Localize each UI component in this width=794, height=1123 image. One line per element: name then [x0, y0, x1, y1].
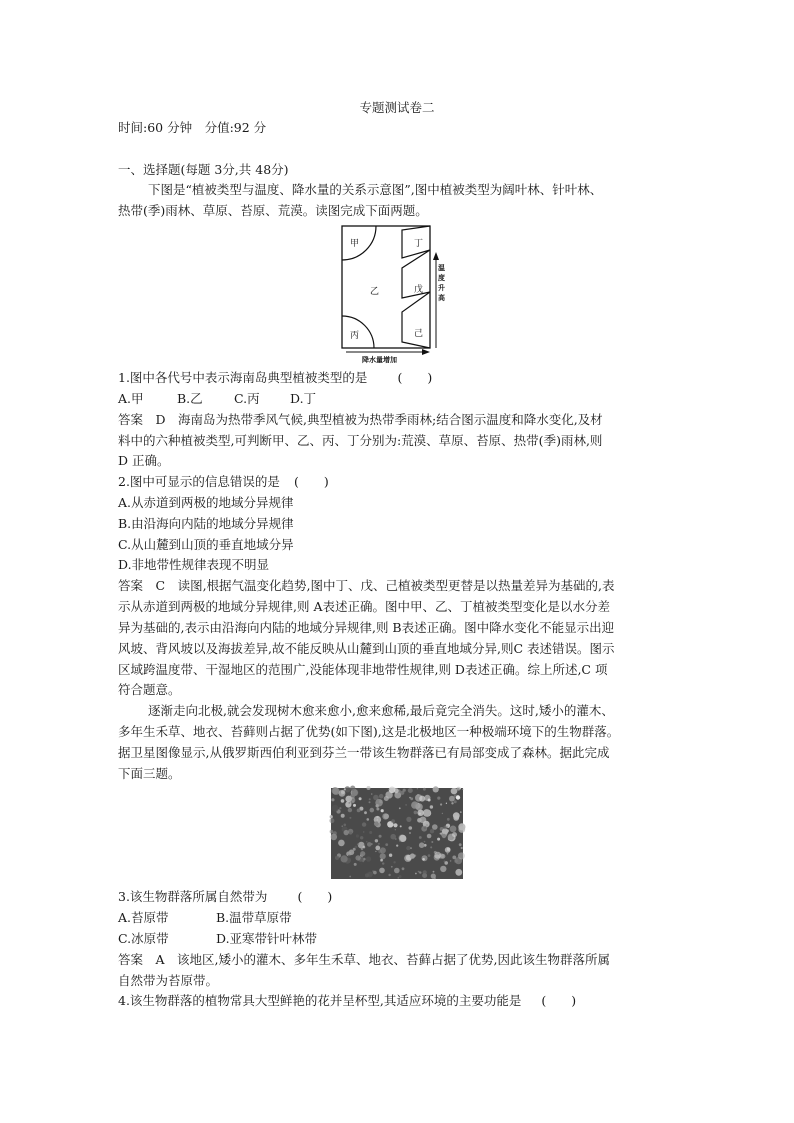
options-row	[118, 929, 317, 949]
question-stem: 4.该生物群落的植物常具大型鲜艳的花并呈杯型,其适应环境的主要功能是	[118, 993, 522, 1008]
texture-speck	[443, 826, 447, 830]
tundra-photo	[331, 788, 463, 879]
texture-speck	[330, 830, 334, 834]
texture-speck	[398, 877, 399, 878]
texture-speck	[459, 843, 462, 846]
temp-label-char: 高	[438, 293, 445, 302]
texture-speck	[430, 846, 432, 848]
texture-speck	[385, 843, 388, 846]
exam-meta: 时间:60 分钟 分值:92 分	[118, 120, 267, 135]
texture-speck	[380, 859, 383, 862]
label-yi: 乙	[370, 287, 380, 297]
texture-speck	[423, 870, 427, 874]
question-3	[118, 887, 332, 907]
texture-speck	[357, 809, 361, 813]
texture-speck	[444, 861, 446, 863]
answer-line: D 正确。	[118, 453, 170, 468]
texture-speck	[344, 788, 346, 790]
texture-speck	[394, 788, 396, 790]
texture-speck	[370, 808, 375, 813]
texture-speck	[369, 831, 372, 834]
texture-speck	[422, 855, 428, 861]
option-c: C.丙	[234, 391, 260, 406]
option-a: A.甲	[118, 391, 144, 406]
option-a: A.从赤道到两极的地域分异规律	[118, 495, 294, 510]
page-title: 专题测试卷二	[359, 100, 435, 115]
texture-speck	[333, 831, 337, 835]
texture-speck	[374, 821, 379, 826]
texture-speck	[433, 786, 439, 792]
texture-speck	[332, 805, 339, 812]
texture-speck	[363, 831, 365, 833]
answer-line: 答案 A 该地区,矮小的灌木、多年生禾草、地衣、苔藓占据了优势,因此该生物群落所属	[118, 952, 610, 967]
texture-speck	[380, 853, 386, 859]
texture-speck	[363, 846, 366, 849]
options-row	[118, 389, 316, 409]
texture-speck	[456, 795, 460, 799]
precip-label: 降水量增加	[362, 355, 397, 364]
answer-line: 答案 C 读图,根据气温变化趋势,图中丁、戊、己植被类型更替是以热量差异为基础的,表	[118, 578, 615, 593]
texture-speck	[406, 846, 410, 850]
texture-speck	[384, 796, 389, 801]
texture-speck	[369, 801, 371, 803]
texture-speck	[457, 787, 461, 791]
texture-speck	[360, 851, 365, 856]
question-stem: 2.图中可显示的信息错误的是	[118, 474, 280, 489]
answer-paren: ( )	[541, 993, 577, 1008]
texture-speck	[417, 810, 423, 816]
texture-speck	[379, 835, 382, 838]
answer-line: 示从赤道到两极的地域分异规律,则 A表述正确。图中甲、乙、丁植被类型变化是以水分差	[118, 599, 610, 614]
texture-speck	[424, 841, 426, 843]
texture-speck	[339, 790, 346, 797]
texture-speck	[399, 807, 401, 809]
texture-speck	[434, 852, 441, 859]
texture-speck	[442, 834, 446, 838]
label-ding: 丁	[414, 239, 424, 249]
texture-speck	[369, 798, 371, 800]
texture-speck	[366, 856, 371, 861]
intro-line: 下面三题。	[118, 766, 181, 781]
texture-speck	[406, 817, 411, 822]
texture-speck	[389, 789, 390, 790]
texture-speck	[379, 868, 385, 874]
texture-speck	[400, 791, 404, 795]
texture-speck	[451, 788, 458, 795]
texture-speck	[414, 811, 418, 815]
texture-speck	[440, 866, 446, 872]
option-b: B.乙	[177, 391, 203, 406]
texture-speck	[331, 798, 334, 801]
texture-speck	[402, 867, 405, 870]
texture-speck	[393, 823, 397, 827]
texture-speck	[430, 805, 433, 808]
texture-speck	[354, 863, 357, 866]
answer-paren: ( )	[397, 370, 433, 385]
intro-line: 热带(季)雨林、草原、苔原、荒漠。读图完成下面两题。	[118, 203, 428, 218]
texture-speck	[399, 875, 402, 878]
texture-speck	[394, 868, 400, 874]
answer-line: 答案 D 海南岛为热带季风气候,典型植被为热带季雨林;结合图示温度和降水变化,及材	[118, 412, 603, 427]
texture-speck	[339, 807, 341, 809]
option-d: D.丁	[290, 391, 317, 406]
texture-speck	[431, 874, 436, 879]
texture-speck	[453, 815, 459, 821]
answer-line: 符合题意。	[118, 682, 181, 697]
texture-speck	[399, 840, 401, 842]
texture-speck	[458, 852, 465, 859]
texture-speck	[343, 800, 344, 801]
texture-speck	[341, 814, 345, 818]
texture-speck	[437, 797, 440, 800]
answer-line: 料中的六种植被类型,可判断甲、乙、丙、丁分别为:荒漠、草原、苔原、热带(季)雨林,则	[118, 433, 603, 448]
texture-speck	[415, 803, 422, 810]
option-c: C.从山麓到山顶的垂直地域分异	[118, 537, 294, 552]
texture-speck	[353, 848, 356, 851]
texture-speck	[353, 804, 356, 807]
texture-speck	[445, 847, 451, 853]
label-bing: 丙	[350, 331, 360, 341]
texture-speck	[349, 876, 351, 878]
texture-speck	[396, 845, 398, 847]
texture-speck	[352, 789, 359, 796]
texture-speck	[417, 788, 418, 789]
texture-speck	[355, 846, 358, 849]
texture-speck	[431, 841, 433, 843]
option-d: D.非地带性规律表现不明显	[118, 557, 270, 572]
section-heading: 一、选择题(每题 3分,共 48分)	[118, 162, 289, 177]
intro-line: 下图是“植被类型与温度、降水量的关系示意图”,图中植被类型为阔叶林、针叶林、	[148, 182, 603, 197]
answer-paren: ( )	[293, 474, 329, 489]
texture-speck	[408, 788, 413, 793]
texture-speck	[378, 843, 380, 845]
texture-speck	[419, 836, 422, 839]
texture-speck	[430, 829, 434, 833]
texture-speck	[435, 854, 436, 855]
texture-speck	[450, 826, 457, 833]
temp-label-char: 度	[438, 273, 445, 282]
texture-speck	[440, 803, 442, 805]
texture-speck	[460, 811, 462, 813]
texture-speck	[348, 802, 350, 804]
texture-speck	[391, 819, 395, 823]
texture-speck	[360, 836, 363, 839]
texture-speck	[395, 829, 396, 830]
texture-speck	[349, 817, 351, 819]
texture-speck	[384, 814, 389, 819]
texture-speck	[433, 871, 435, 873]
texture-speck	[409, 826, 413, 830]
texture-speck	[393, 861, 395, 863]
texture-speck	[391, 866, 393, 868]
options-row	[118, 908, 292, 928]
texture-speck	[419, 871, 421, 873]
texture-speck	[424, 795, 430, 801]
texture-speck	[428, 854, 431, 857]
texture-speck	[415, 873, 417, 875]
temp-arrowhead	[433, 252, 439, 260]
texture-speck	[446, 803, 447, 804]
texture-speck	[359, 797, 362, 800]
answer-paren: ( )	[297, 889, 333, 904]
texture-speck	[426, 824, 429, 827]
texture-speck	[409, 832, 411, 834]
texture-speck	[381, 809, 384, 812]
texture-speck	[375, 839, 378, 842]
texture-speck	[364, 843, 366, 845]
texture-speck	[447, 853, 449, 855]
question-4	[118, 991, 576, 1011]
intro-line: 多年生禾草、地衣、苔藓则占据了优势(如下图),这是北极地区一种极端环境下的生物群落。	[118, 724, 620, 739]
texture-speck	[356, 834, 359, 837]
texture-speck	[344, 830, 349, 835]
texture-speck	[415, 794, 422, 801]
label-jia: 甲	[350, 239, 360, 249]
option-b: B.由沿海向内陆的地域分异规律	[118, 516, 294, 531]
intro-line: 据卫星图像显示,从俄罗斯西伯利亚到芬兰一带该生物群落已有局部变成了森林。据此完成	[118, 745, 610, 760]
texture-speck	[440, 833, 442, 835]
texture-speck	[367, 786, 371, 790]
texture-speck	[367, 818, 370, 821]
answer-line: 自然带为苔原带。	[118, 973, 219, 988]
texture-speck	[389, 854, 392, 857]
texture-speck	[362, 822, 366, 826]
texture-speck	[409, 797, 411, 799]
texture-speck	[348, 808, 352, 812]
texture-speck	[449, 796, 455, 802]
question-1	[118, 368, 432, 388]
texture-speck	[379, 794, 384, 799]
option-a: A.苔原带	[118, 910, 169, 925]
texture-speck	[432, 824, 438, 830]
label-wu: 戊	[414, 285, 424, 295]
texture-speck	[419, 842, 425, 848]
temp-label-char: 升	[438, 283, 445, 292]
texture-speck	[461, 847, 463, 849]
texture-speck	[442, 813, 443, 814]
vegetation-diagram	[340, 224, 444, 364]
texture-speck	[410, 853, 415, 858]
texture-speck	[341, 799, 345, 803]
texture-speck	[342, 826, 343, 827]
temp-label-char: 温	[438, 263, 445, 272]
texture-speck	[427, 834, 432, 839]
texture-speck	[458, 823, 465, 830]
texture-speck	[345, 801, 351, 807]
texture-speck	[423, 788, 426, 791]
texture-speck	[373, 871, 377, 875]
texture-speck	[349, 832, 352, 835]
texture-speck	[375, 799, 383, 807]
texture-speck	[452, 832, 457, 837]
texture-speck	[382, 862, 384, 864]
texture-speck	[367, 842, 372, 847]
option-c: C.冰原带	[118, 931, 169, 946]
option-d: D.亚寒带针叶林带	[216, 931, 318, 946]
texture-speck	[362, 860, 364, 862]
texture-speck	[417, 818, 422, 823]
texture-speck	[360, 863, 362, 865]
texture-speck	[364, 811, 367, 814]
texture-speck	[451, 802, 453, 804]
option-b: B.温带草原带	[216, 910, 292, 925]
texture-speck	[424, 826, 427, 829]
texture-speck	[410, 847, 412, 849]
texture-speck	[447, 818, 450, 821]
intro-line: 逐渐走向北极,就会发现树木愈来愈小,愈来愈稀,最后竟完全消失。这时,矮小的灌木、	[148, 703, 614, 718]
texture-speck	[371, 793, 373, 795]
texture-speck	[357, 843, 359, 845]
precip-arrowhead	[422, 349, 430, 355]
texture-speck	[422, 858, 425, 861]
texture-speck	[344, 824, 347, 827]
question-stem: 3.该生物群落所属自然带为	[118, 889, 268, 904]
texture-speck	[462, 789, 463, 790]
texture-speck	[330, 815, 333, 818]
texture-speck	[329, 818, 334, 823]
question-2	[118, 472, 329, 492]
texture-speck	[355, 855, 360, 860]
texture-speck	[348, 855, 351, 858]
texture-speck	[442, 828, 448, 834]
texture-speck	[437, 838, 440, 841]
answer-line: 异为基础的,表示由沿海向内陆的地域分异规律,则 B表述正确。图中降水变化不能显示出迎	[118, 620, 615, 635]
texture-speck	[332, 788, 339, 795]
texture-speck	[455, 869, 462, 876]
texture-speck	[338, 840, 345, 847]
texture-speck	[341, 855, 348, 862]
texture-speck	[390, 834, 396, 840]
texture-speck	[452, 856, 456, 860]
texture-speck	[375, 851, 376, 852]
texture-speck	[423, 809, 431, 817]
texture-speck	[376, 808, 379, 811]
texture-speck	[366, 841, 367, 842]
question-stem: 1.图中各代号中表示海南岛典型植被类型的是	[118, 370, 368, 385]
label-ji: 己	[414, 329, 424, 339]
texture-speck	[454, 800, 457, 803]
texture-speck	[365, 873, 369, 877]
texture-speck	[450, 860, 452, 862]
texture-speck	[400, 825, 402, 827]
texture-speck	[388, 874, 390, 876]
texture-speck	[335, 856, 339, 860]
texture-speck	[405, 804, 407, 806]
answer-line: 区域跨温度带、干湿地区的范围广,没能体现非地带性规律,则 D表述正确。综上所述,C 项	[118, 662, 608, 677]
answer-line: 风坡、背风坡以及海拔差异,故不能反映从山麓到山顶的垂直地域分异,则C 表述错误。图示	[118, 641, 615, 656]
texture-speck	[378, 849, 382, 853]
